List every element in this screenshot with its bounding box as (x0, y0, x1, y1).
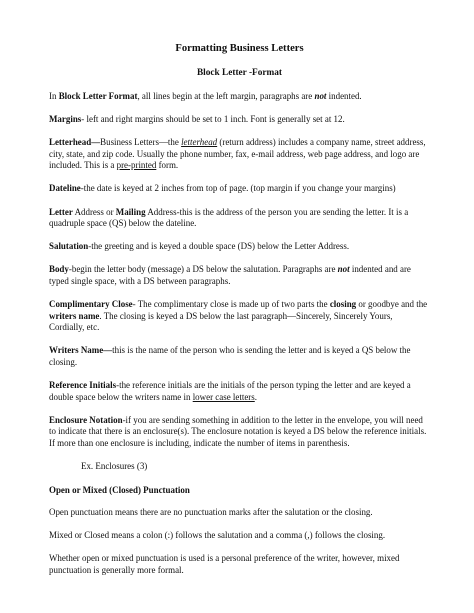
reference-term: Reference Initials (49, 380, 117, 390)
closing-text-2: or goodbye and the (356, 299, 428, 310)
writers-name-text: this is the name of the person who is sending the letter and is keyed a QS below the closing. (49, 345, 411, 367)
document-title: Formatting Business Letters (175, 43, 304, 54)
letterhead-text-2: (return address) includes a company name, street address, city, state, and zip code. Usually the phone number, fax, e-mail address, web page address, and logo are included. This is a (49, 137, 426, 171)
body-text-1: -begin the letter body (message) a DS below the salutation. Paragraphs are (68, 264, 338, 275)
letter-address-text-2: Address-this is the address of the person you are sending the letter. It is a quadruple space (QS) below the dateline. (49, 206, 409, 229)
letterhead-term: Letterhead— (49, 137, 101, 148)
block-format-term: Block Letter Format (58, 91, 138, 101)
body-emphasis: not (337, 264, 350, 275)
letter-address-term-2: Mailing (115, 206, 146, 217)
margins-paragraph (49, 114, 430, 126)
letterhead-emphasis: letterhead (181, 137, 218, 148)
preference-paragraph: Whether open or mixed punctuation is used is a personal preference of the writer, however, mixed punctuation is generally more formal. (49, 553, 400, 575)
body-text-2: indented and are typed single space, with a DS between paragraphs. (49, 264, 411, 286)
block-format-emphasis: not (314, 91, 327, 101)
salutation-term: Salutation (49, 241, 89, 252)
closing-paragraph (49, 299, 430, 334)
dateline-term: Dateline (49, 183, 81, 194)
letterhead-text-1: Business Letters—the (100, 137, 182, 148)
body-paragraph (49, 264, 430, 287)
letter-address-term-1: Letter (49, 206, 73, 217)
salutation-text: -the greeting and is keyed a double space (DS) below the Letter Address. (88, 241, 350, 252)
dateline-text: -the date is keyed at 2 inches from top of page. (top margin if you change your margins) (80, 183, 396, 194)
enclosure-term: Enclosure Notation (49, 414, 123, 425)
punctuation-heading: Open or Mixed (Closed) Punctuation (49, 484, 190, 495)
dateline-paragraph (49, 183, 430, 195)
block-format-paragraph (49, 91, 430, 103)
reference-paragraph (49, 380, 430, 403)
block-format-suffix: indented. (326, 91, 362, 101)
letterhead-paragraph (49, 137, 430, 172)
body-term: Body (49, 264, 69, 275)
closing-term: Complimentary Close (49, 299, 133, 310)
writers-name-paragraph (49, 345, 430, 368)
block-format-prefix: In (49, 91, 59, 101)
enclosure-paragraph (49, 415, 430, 450)
document-subtitle: Block Letter -Format (196, 68, 283, 78)
mixed-punctuation-paragraph: Mixed or Closed means a colon (:) follows the salutation and a comma (,) follows the closing. (49, 530, 386, 541)
enclosure-text: -if you are sending something in addition to the letter in the envelope, you will need to indicate that there is an enclosure(s). The enclosure notation is keyed a DS below the reference initials. If more than one enclosure is including, indicate the number of items in parenthesis. (49, 414, 427, 448)
reference-text-2: . (254, 391, 257, 402)
margins-text: - left and right margins should be set to 1 inch. Font is generally set at 12. (81, 114, 345, 125)
enclosure-example: Ex. Enclosures (3) (81, 460, 148, 471)
writers-name-term: Writers Name— (49, 345, 113, 356)
letter-address-text-1: Address or (72, 206, 116, 217)
closing-term-3: writers name (49, 310, 100, 321)
closing-text-1: - The complimentary close is made up of two parts the (132, 299, 330, 310)
closing-text-3: . The closing is keyed a DS below the last paragraph—Sincerely, Sincerely Yours, Cordially, etc. (49, 310, 393, 333)
margins-term: Margins (49, 114, 82, 125)
letterhead-text-3: form. (156, 160, 179, 171)
reference-text-1: -the reference initials are the initials of the person typing the letter and are keyed a double space below the writers name in (49, 380, 411, 402)
salutation-paragraph (49, 241, 430, 253)
block-format-mid: , all lines begin at the left margin, paragraphs are (137, 91, 315, 101)
reference-underline: lower case letters (192, 391, 255, 402)
closing-term-2: closing (329, 299, 357, 310)
letterhead-underline: pre-printed (116, 160, 157, 171)
letter-address-paragraph (49, 207, 430, 230)
open-punctuation-paragraph: Open punctuation means there are no punctuation marks after the salutation or the closing. (49, 507, 373, 518)
